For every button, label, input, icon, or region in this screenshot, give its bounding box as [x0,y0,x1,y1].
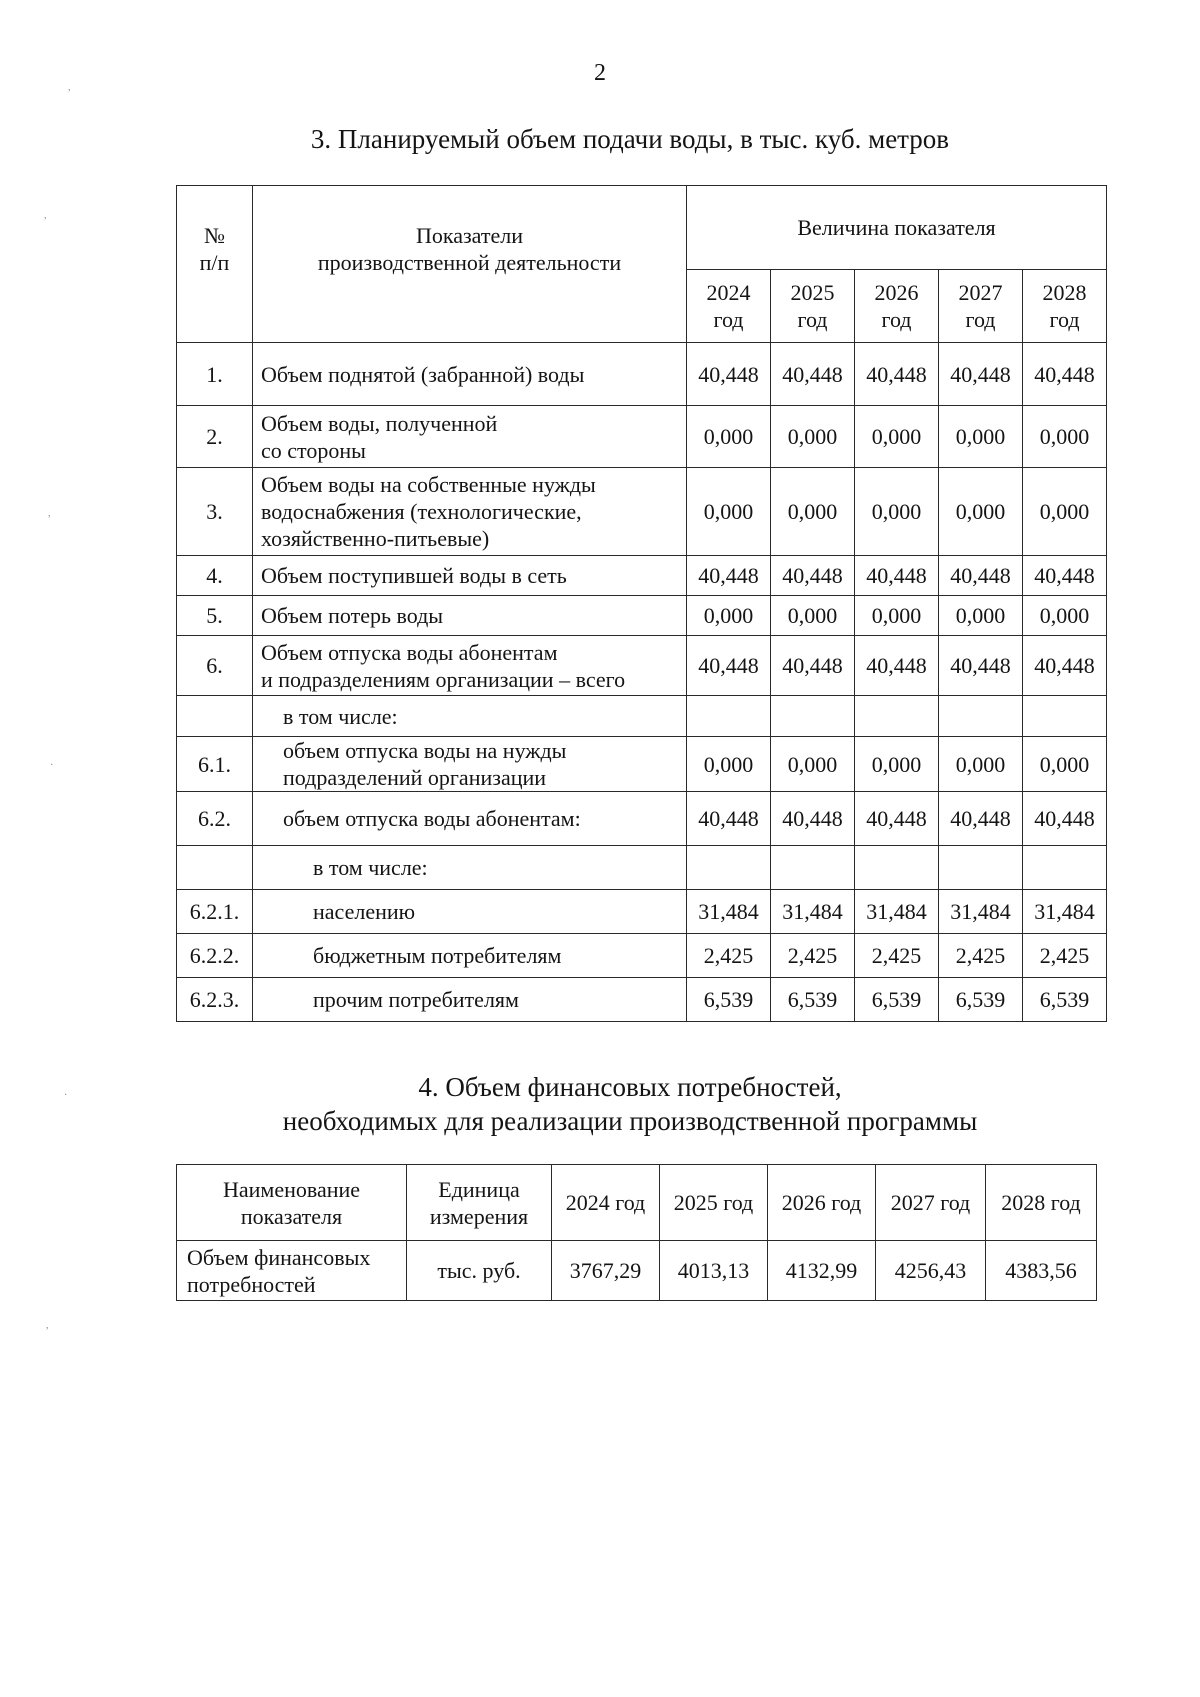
row-value [855,696,939,737]
row-value: 40,448 [771,556,855,596]
scan-artifact: · [50,760,54,771]
row-indicator: бюджетным потребителям [253,934,687,978]
row-value: 40,448 [939,792,1023,846]
row-value: 6,539 [687,978,771,1022]
row-indicator: Объем воды, полученной со стороны [253,406,687,468]
row-value: 2,425 [939,934,1023,978]
row-value: 40,448 [687,792,771,846]
row-number: 6.2.3. [177,978,253,1022]
row-value: 0,000 [939,468,1023,556]
table-row [177,343,1107,406]
header-year: 2025 год [771,270,855,343]
row-value [771,696,855,737]
header-year: 2028 год [1023,270,1107,343]
row-value: 0,000 [855,737,939,792]
table-row [177,846,1107,890]
table-row [177,1241,1097,1301]
row-value: 0,000 [1023,737,1107,792]
row-number: 6.2.1. [177,890,253,934]
row-value: 0,000 [1023,596,1107,636]
row-number: 6.2.2. [177,934,253,978]
row-value: 4132,99 [768,1241,876,1301]
table-row [177,890,1107,934]
row-value: тыс. руб. [407,1241,552,1301]
row-indicator: объем отпуска воды на нужды подразделений организации [253,737,687,792]
table-row [177,934,1107,978]
row-value: 0,000 [939,737,1023,792]
row-indicator: в том числе: [253,846,687,890]
row-value: 6,539 [771,978,855,1022]
scan-artifact: , [48,508,51,519]
row-indicator: Объем отпуска воды абонентам и подразделениям организации – всего [253,636,687,696]
row-number: 6.1. [177,737,253,792]
row-value [1023,696,1107,737]
row-indicator: прочим потребителям [253,978,687,1022]
row-value: 0,000 [855,406,939,468]
section-4-title: 4. Объем финансовых потребностей, необходимых для реализации производственной программы [282,1072,978,1136]
row-number: 6.2. [177,792,253,846]
row-number: 3. [177,468,253,556]
row-value: 0,000 [855,596,939,636]
row-value: 2,425 [687,934,771,978]
row-value: 40,448 [855,343,939,406]
table-row [177,556,1107,596]
row-value: 31,484 [1023,890,1107,934]
row-value: 31,484 [855,890,939,934]
row-value [687,696,771,737]
row-value: 6,539 [855,978,939,1022]
header-cell: 2024 год [552,1165,660,1241]
row-value: 0,000 [771,406,855,468]
row-value: 0,000 [771,596,855,636]
row-value: 40,448 [939,636,1023,696]
row-value: 40,448 [1023,556,1107,596]
header-cell: Единица измерения [407,1165,552,1241]
row-indicator: объем отпуска воды абонентам: [253,792,687,846]
row-indicator: Объем воды на собственные нужды водоснабжения (технологические, хозяйственно-питьевые) [253,468,687,556]
header-cell: 2025 год [660,1165,768,1241]
row-value: 3767,29 [552,1241,660,1301]
header-indicator-label: Показатели производственной деятельности [317,223,622,275]
row-value: 40,448 [771,343,855,406]
table-row [177,792,1107,846]
row-value: 40,448 [1023,792,1107,846]
header-cell: Наименование показателя [177,1165,407,1241]
header-cell: 2026 год [768,1165,876,1241]
row-value: 0,000 [771,468,855,556]
row-number: 4. [177,556,253,596]
row-indicator: Объем поднятой (забранной) воды [253,343,687,406]
row-value: 0,000 [687,406,771,468]
section-3-title: 3. Планируемый объем подачи воды, в тыс. куб. метров [310,124,950,154]
row-value: 40,448 [939,343,1023,406]
row-value [939,846,1023,890]
row-value: 0,000 [687,596,771,636]
row-indicator: в том числе: [253,696,687,737]
water-supply-table [176,185,1107,1022]
row-value: 40,448 [771,636,855,696]
row-value: 40,448 [855,792,939,846]
table-row [177,978,1107,1022]
row-value: 0,000 [687,737,771,792]
row-value: 40,448 [855,556,939,596]
row-value: 40,448 [687,343,771,406]
row-value: 0,000 [939,596,1023,636]
row-value: 2,425 [855,934,939,978]
row-value: 4256,43 [876,1241,986,1301]
row-value: 6,539 [1023,978,1107,1022]
header-group: Величина показателя [687,186,1107,270]
table-row [177,696,1107,737]
page-number: 2 [594,60,606,86]
scan-artifact: , [44,210,47,221]
row-value: 40,448 [771,792,855,846]
row-indicator: Объем потерь воды [253,596,687,636]
table-row [177,596,1107,636]
table-row [177,636,1107,696]
row-value: 31,484 [939,890,1023,934]
row-value: 40,448 [939,556,1023,596]
header-indicator [253,186,687,343]
row-value: 0,000 [1023,406,1107,468]
row-number: 1. [177,343,253,406]
row-value: 0,000 [1023,468,1107,556]
row-value: 0,000 [687,468,771,556]
row-value: 40,448 [1023,343,1107,406]
row-value: 31,484 [687,890,771,934]
header-year: 2024 год [687,270,771,343]
row-number: 6. [177,636,253,696]
row-indicator: Объем поступившей воды в сеть [253,556,687,596]
row-value: 2,425 [771,934,855,978]
row-value: 40,448 [1023,636,1107,696]
row-value: 40,448 [687,556,771,596]
header-cell: 2027 год [876,1165,986,1241]
row-value [1023,846,1107,890]
row-value [771,846,855,890]
row-label: Объем финансовых потребностей [177,1241,407,1301]
row-value: 0,000 [771,737,855,792]
header-no-label: № п/п [199,223,230,275]
row-number [177,696,253,737]
table-row [177,737,1107,792]
row-value [855,846,939,890]
scan-artifact: , [68,82,71,93]
row-number: 2. [177,406,253,468]
row-value: 4383,56 [986,1241,1097,1301]
row-value: 0,000 [855,468,939,556]
row-value: 6,539 [939,978,1023,1022]
header-year: 2026 год [855,270,939,343]
table-row [177,406,1107,468]
scan-artifact: · [64,1090,68,1101]
row-number [177,846,253,890]
row-number: 5. [177,596,253,636]
row-value: 4013,13 [660,1241,768,1301]
header-cell: 2028 год [986,1165,1097,1241]
header-year: 2027 год [939,270,1023,343]
row-value: 2,425 [1023,934,1107,978]
row-value: 31,484 [771,890,855,934]
financial-needs-table [176,1164,1097,1301]
row-value [939,696,1023,737]
row-value: 40,448 [687,636,771,696]
table-row [177,468,1107,556]
row-value: 40,448 [855,636,939,696]
row-value [687,846,771,890]
scan-artifact: , [46,1320,49,1331]
header-no [177,186,253,343]
row-value: 0,000 [939,406,1023,468]
row-indicator: населению [253,890,687,934]
